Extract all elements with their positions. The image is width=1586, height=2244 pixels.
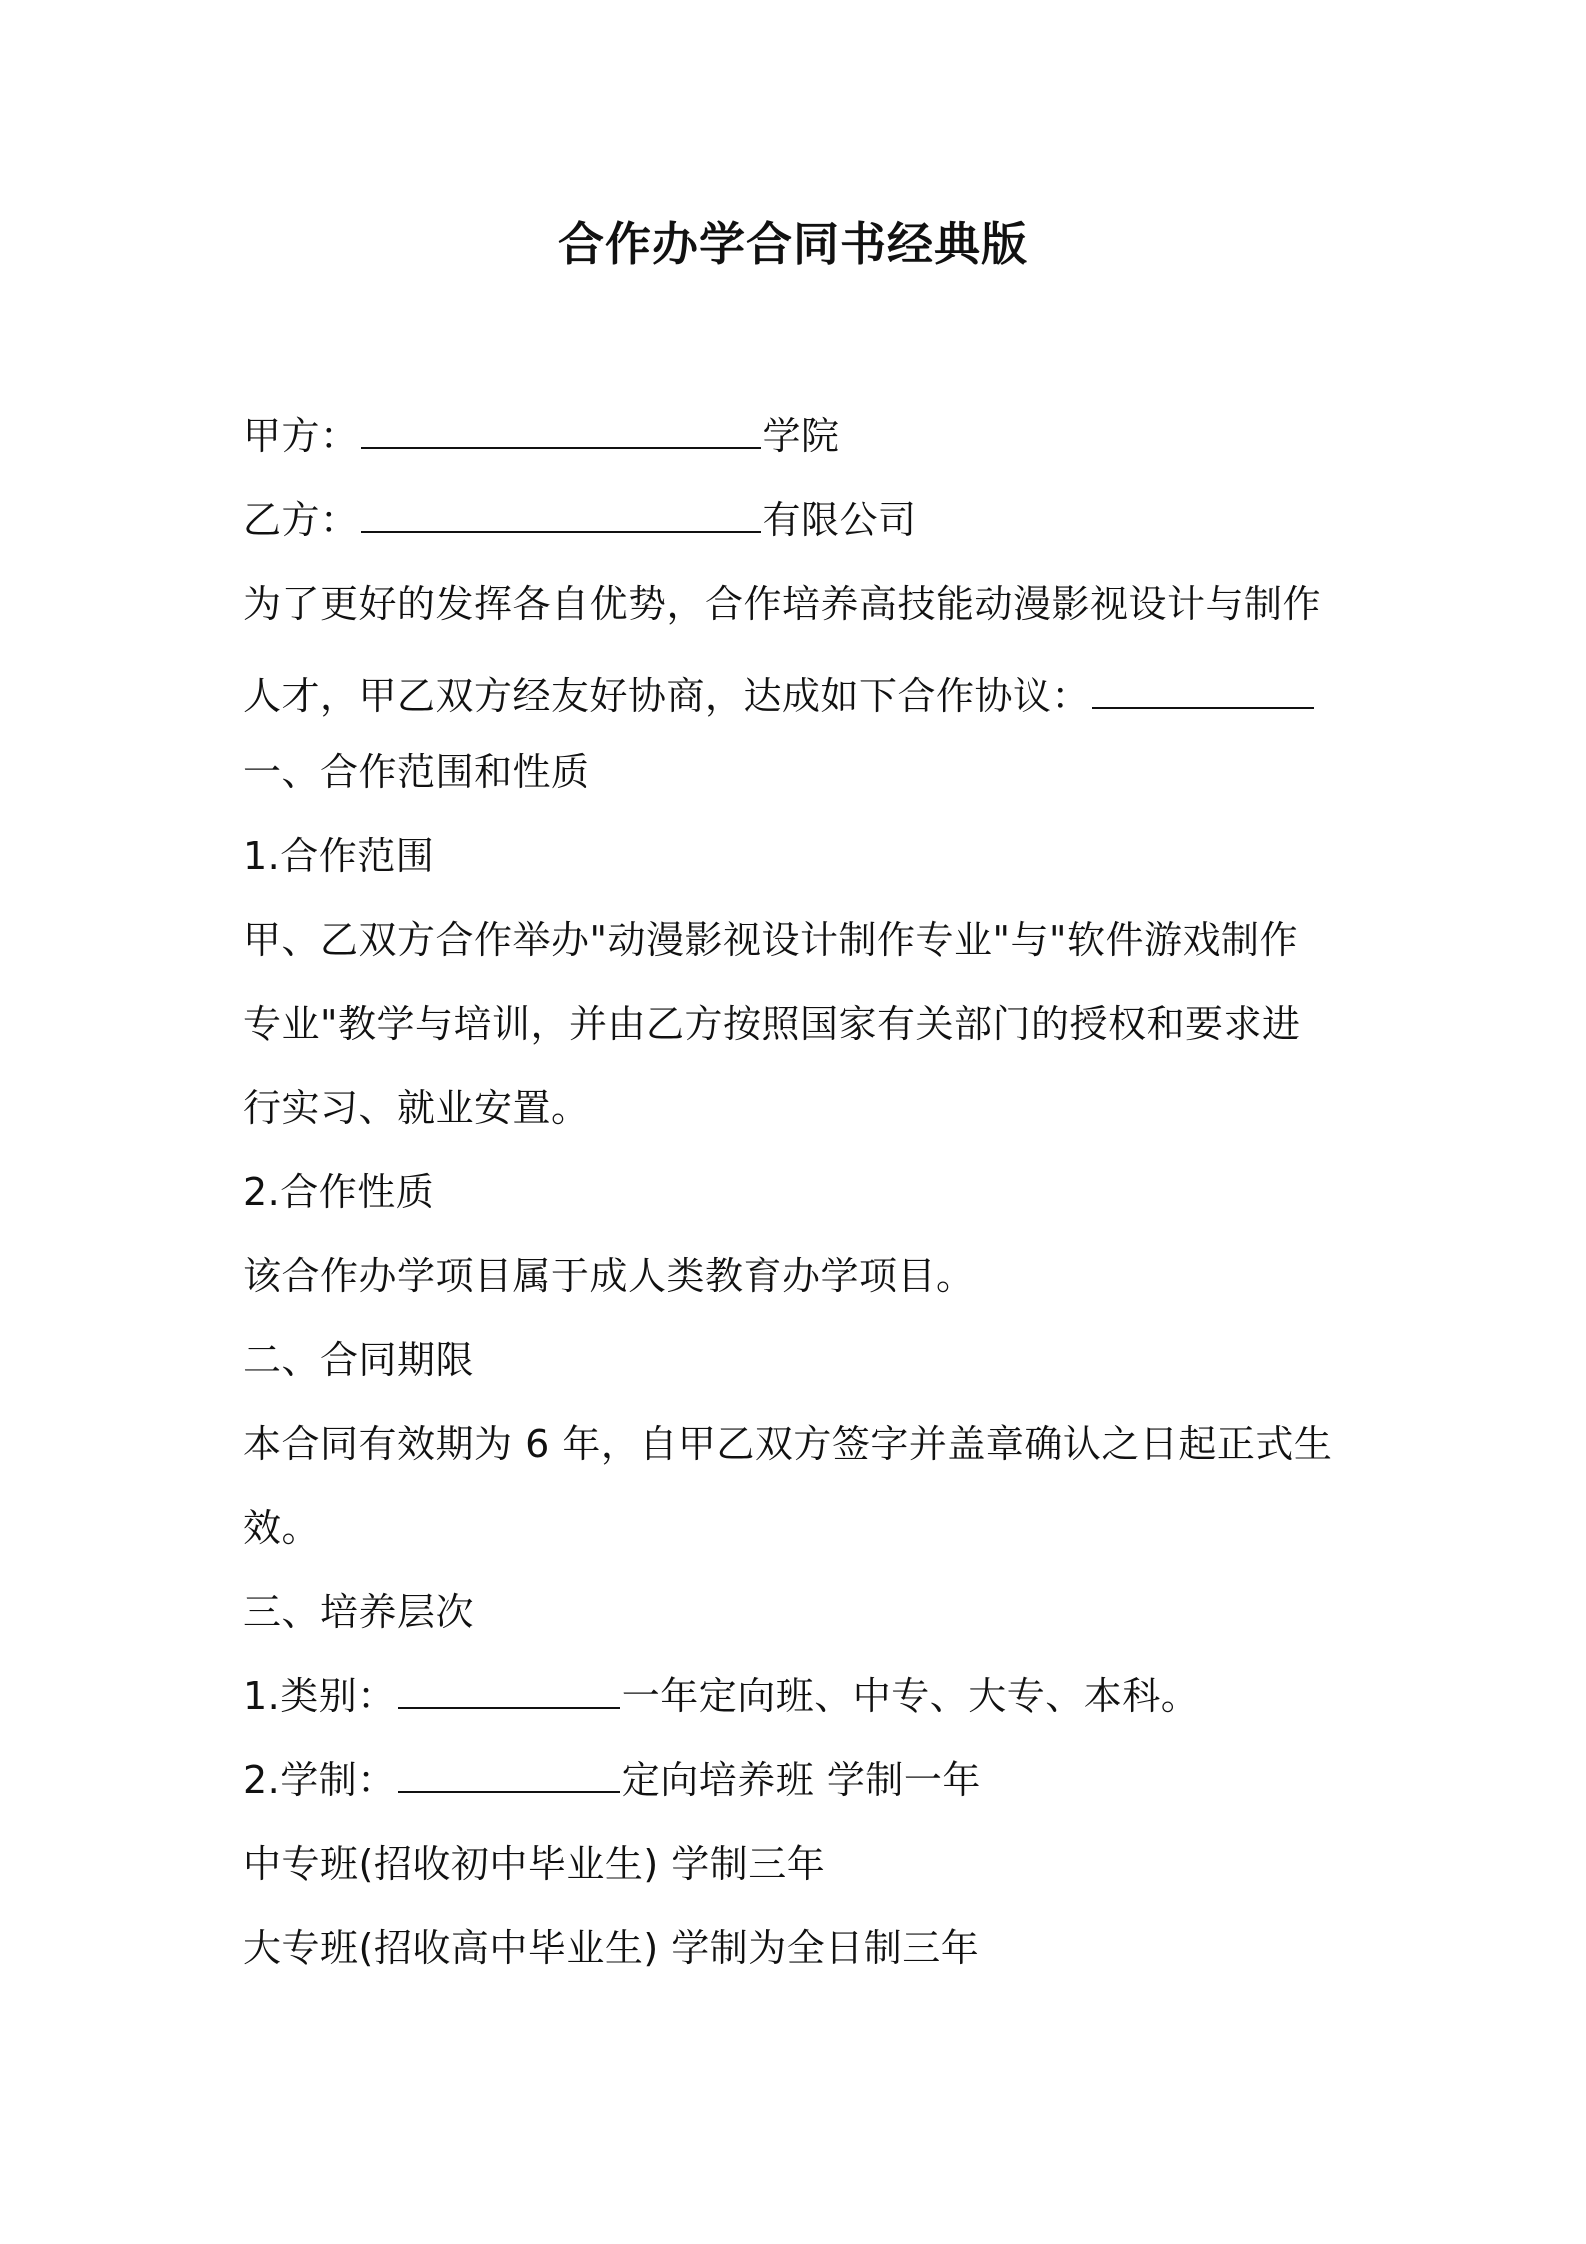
intro-line-2 [243,668,1358,724]
section3-1-blank [398,1677,620,1709]
section3-2-line-3: 大专班(招收高中毕业生) 学制为全日制三年 [243,1926,980,1970]
section3-2-blank [398,1761,620,1793]
section1-2-text: 该合作办学项目属于成人类教育办学项目。 [243,1254,975,1298]
party-b-label: 乙方： [243,498,359,542]
section1-1-heading: 1.合作范围 [243,834,435,878]
intro-line-2-text: 人才，甲乙双方经友好协商，达成如下合作协议： [243,674,1091,718]
section3-2-label: 2.学制： [243,1758,396,1802]
section3-1-label: 1.类别： [243,1674,396,1718]
section1-1-line-2: 专业"教学与培训，并由乙方按照国家有关部门的授权和要求进 [243,1002,1301,1046]
intro-line-1: 为了更好的发挥各自优势，合作培养高技能动漫影视设计与制作 [243,582,1322,626]
party-b-line [243,492,1358,548]
party-a-line [243,408,1358,464]
party-a-blank [361,417,761,449]
section2-line-1: 本合同有效期为 6 年，自甲乙双方签字并盖章确认之日起正式生 [243,1422,1333,1466]
party-b-suffix: 有限公司 [762,498,917,542]
section3-heading: 三、培养层次 [243,1590,475,1634]
party-a-suffix: 学院 [762,414,840,458]
party-b-blank [361,501,761,533]
party-a-label: 甲方： [243,414,359,458]
section3-2-line [243,1752,1358,1808]
section3-1-text: 一年定向班、中专、大专、本科。 [621,1674,1200,1718]
section1-1-line-3: 行实习、就业安置。 [243,1086,590,1130]
section3-1-line [243,1668,1358,1724]
section3-2-text: 定向培养班 学制一年 [621,1758,981,1802]
section1-1-line-1: 甲、乙双方合作举办"动漫影视设计制作专业"与"软件游戏制作 [243,918,1298,962]
document-title: 合作办学合同书经典版 [558,217,1028,271]
section3-2-line-2: 中专班(招收初中毕业生) 学制三年 [243,1842,826,1886]
intro-blank [1092,677,1314,709]
section1-2-heading: 2.合作性质 [243,1170,435,1214]
section2-heading: 二、合同期限 [243,1338,475,1382]
section2-line-2: 效。 [243,1506,321,1550]
section1-heading: 一、合作范围和性质 [243,750,590,794]
